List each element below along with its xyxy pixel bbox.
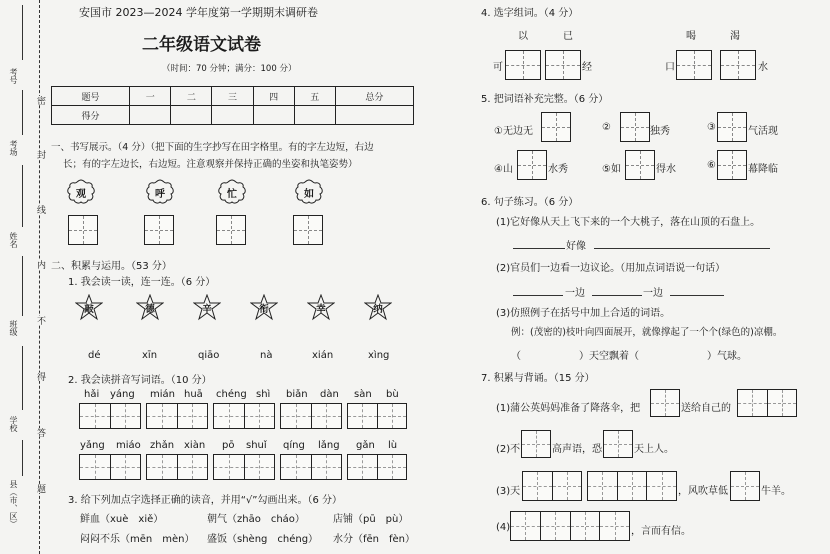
pinyin-option[interactable]: xīn <box>142 350 158 361</box>
seal-char: 答 <box>35 428 45 437</box>
q7-text: (1)蒲公英妈妈准备了降落伞，把 <box>496 403 641 414</box>
answer-line[interactable] <box>592 295 642 296</box>
q2-p1-char: 衔 <box>259 304 269 315</box>
q6-heading: 6. 句子练习。（6 分） <box>481 197 579 208</box>
pinyin-label: pō <box>222 440 235 451</box>
writing-grid-box[interactable] <box>216 215 246 245</box>
pinyin-option[interactable]: dé <box>88 350 101 361</box>
q6-fill-word: 好像 <box>566 241 586 252</box>
q6-sentence: (2)官员们一边看一边议论。（用加点词语说一句话） <box>496 263 726 274</box>
q5-item-text: ③ <box>707 122 716 133</box>
q7-text: 牛羊。 <box>761 486 791 497</box>
q4-word-part: 可 <box>493 62 503 73</box>
score-header: 题号 <box>52 87 130 106</box>
pinyin-option[interactable]: xìng <box>368 350 390 361</box>
score-cell[interactable] <box>253 106 294 125</box>
score-cell[interactable] <box>335 106 413 125</box>
answer-line[interactable] <box>513 248 565 249</box>
pronunciation-choice[interactable]: 盛饭（shèng chéng） <box>207 534 319 545</box>
seal-char: 内 <box>35 260 45 269</box>
pinyin-label: yǎng <box>80 440 105 451</box>
score-header: 一 <box>130 87 171 106</box>
score-table <box>51 86 414 125</box>
seal-char: 得 <box>35 372 45 381</box>
seal-line <box>39 0 40 554</box>
writing-grid-box[interactable] <box>293 215 323 245</box>
exam-header-line: 安国市 2023—2024 学年度第一学期期末调研卷 <box>79 6 318 19</box>
q7-answer-box[interactable] <box>730 471 760 501</box>
q2-p1-char: 纳 <box>373 304 383 315</box>
q6-sentence: (1)它好像从天上飞下来的一个大桃子，落在山顶的石盘上。 <box>496 217 761 228</box>
q4-heading: 4. 选字组词。（4 分） <box>481 8 579 19</box>
score-cell[interactable] <box>212 106 253 125</box>
pinyin-label: bù <box>386 389 399 400</box>
q5-heading: 5. 把词语补充完整。（6 分） <box>481 94 609 105</box>
pinyin-label: miáo <box>116 440 141 451</box>
q7-answer-box[interactable] <box>603 430 633 458</box>
q2-p1-char: 德 <box>145 304 155 315</box>
q5-answer-box[interactable] <box>620 112 650 142</box>
answer-line[interactable] <box>670 295 724 296</box>
score-header: 总分 <box>335 87 413 106</box>
word-writing-box[interactable] <box>347 403 407 429</box>
margin-rule <box>22 5 23 60</box>
label-county: 县（市、区） <box>9 480 18 528</box>
word-writing-box[interactable] <box>146 454 208 480</box>
score-header: 三 <box>212 87 253 106</box>
score-row-label: 得分 <box>52 106 130 125</box>
pronunciation-choice[interactable]: 闷闷不乐（mēn mèn） <box>80 534 195 545</box>
q5-item-text: 独秀 <box>650 126 670 137</box>
q7-heading: 7. 积累与背诵。（15 分） <box>481 373 595 384</box>
q7-text: ，言而有信。 <box>631 526 691 537</box>
q1-instructions-line2: 长；有的字左边长，右边短。注意观察并保持正确的坐姿和执笔姿势） <box>63 159 358 170</box>
pinyin-label: zhǎn <box>150 440 175 451</box>
q4-option: 渴 <box>730 31 740 42</box>
word-writing-box[interactable] <box>213 403 275 429</box>
label-exam-number: 考号 <box>9 68 18 84</box>
q4-word-part: 水 <box>758 62 768 73</box>
word-writing-box[interactable] <box>347 454 407 480</box>
q7-text: (3)天 <box>496 486 521 497</box>
q6-sentence: (3)仿照例子在括号中加上合适的词语。 <box>496 308 671 319</box>
margin-rule <box>22 256 23 316</box>
q4-answer-box[interactable] <box>545 50 581 80</box>
q7-text: 天上人。 <box>634 444 674 455</box>
pinyin-label: shuǐ <box>246 440 267 451</box>
word-writing-box[interactable] <box>79 403 141 429</box>
q4-option: 以 <box>518 31 528 42</box>
q5-answer-box[interactable] <box>717 112 747 142</box>
label-exam-room: 考场 <box>9 140 18 156</box>
q7-text: (4) <box>496 522 511 533</box>
q1-char: 观 <box>76 189 86 200</box>
pronunciation-choice[interactable]: 朝气（zhāo cháo） <box>207 514 305 525</box>
label-school: 学校 <box>9 416 18 432</box>
word-writing-box[interactable] <box>280 403 342 429</box>
word-writing-box[interactable] <box>146 403 208 429</box>
q7-text: 高声语，恐 <box>552 444 602 455</box>
q6-fill-word: 一边 <box>643 288 663 299</box>
q2-part1-heading: 1. 我会读一读，连一连。（6 分） <box>68 277 216 288</box>
pinyin-label: lù <box>388 440 398 451</box>
q5-item-text: ⑤如 <box>602 164 621 175</box>
score-header: 五 <box>294 87 335 106</box>
q5-item-text: 幕降临 <box>748 164 778 175</box>
q7-text: ，风吹草低 <box>678 486 728 497</box>
q6-example: 例：(茂密的)枝叶向四面展开，就像撑起了一个个(绿色的)凉棚。 <box>511 327 783 338</box>
pinyin-label: hǎi <box>84 389 100 400</box>
pinyin-option[interactable]: qiāo <box>198 350 220 361</box>
q2-p1-char: 辛 <box>202 304 212 315</box>
q4-answer-box[interactable] <box>676 50 712 80</box>
pinyin-label: dàn <box>320 389 339 400</box>
q1-char: 呼 <box>155 189 165 200</box>
pinyin-option[interactable]: nà <box>260 350 273 361</box>
pronunciation-choice[interactable]: 鲜血（xuè xiě） <box>80 514 164 525</box>
margin-rule <box>22 440 23 476</box>
pinyin-label: sàn <box>354 389 372 400</box>
q4-answer-box[interactable] <box>720 50 756 80</box>
pinyin-label: shì <box>256 389 271 400</box>
q7-answer-box[interactable] <box>587 471 677 501</box>
seal-char: 题 <box>35 484 45 493</box>
margin-rule <box>22 346 23 410</box>
seal-char: 不 <box>35 316 45 325</box>
label-name: 姓名 <box>9 232 18 248</box>
label-class: 班级 <box>9 320 18 336</box>
score-header: 二 <box>171 87 212 106</box>
q5-item-text: ④山 <box>494 164 513 175</box>
q5-answer-box[interactable] <box>625 150 655 180</box>
q5-answer-box[interactable] <box>717 150 747 180</box>
word-writing-box[interactable] <box>213 454 275 480</box>
margin-rule <box>22 165 23 227</box>
q7-text: (2)不 <box>496 444 521 455</box>
q5-answer-box[interactable] <box>541 112 571 142</box>
q7-answer-box[interactable] <box>522 471 582 501</box>
q7-answer-box[interactable] <box>521 430 551 458</box>
q4-option: 已 <box>563 31 573 42</box>
q5-item-text: ①无边无 <box>494 126 533 137</box>
q2-part2-heading: 2. 我会读拼音写词语。（10 分） <box>68 375 212 386</box>
q1-char: 忙 <box>227 189 237 200</box>
q1-char: 如 <box>304 189 314 200</box>
q6-fill-word: 一边 <box>565 288 585 299</box>
answer-line[interactable] <box>594 248 770 249</box>
q5-item-text: ② <box>602 122 611 133</box>
q5-item-text: 气活现 <box>748 126 778 137</box>
q4-word-part: 口 <box>665 62 675 73</box>
pronunciation-choice[interactable]: 店铺（pū pù） <box>333 514 409 525</box>
pronunciation-choice[interactable]: 水分（fēn fèn） <box>333 534 416 545</box>
pinyin-label: xiàn <box>184 440 206 451</box>
pinyin-label: lǎng <box>318 440 340 451</box>
q6-fill-word: ）气球。 <box>707 351 747 362</box>
q5-item-text: ⑥ <box>707 160 716 171</box>
pinyin-label: biǎn <box>286 389 308 400</box>
q7-text: 送给自己的 <box>681 403 731 414</box>
pinyin-label: chéng <box>216 389 247 400</box>
answer-line[interactable] <box>513 295 563 296</box>
q4-answer-box[interactable] <box>505 50 541 80</box>
margin-rule <box>22 90 23 135</box>
q5-item-text: 得水 <box>656 164 676 175</box>
q5-answer-box[interactable] <box>517 150 547 180</box>
pinyin-label: mián <box>150 389 175 400</box>
writing-grid-box[interactable] <box>68 215 98 245</box>
q2-p1-char: 敲 <box>84 304 94 315</box>
q6-fill-word: ）天空飘着（ <box>579 351 639 362</box>
page-title: 二年级语文试卷 <box>142 35 261 55</box>
q7-answer-box[interactable] <box>650 389 680 417</box>
q4-option: 喝 <box>686 31 696 42</box>
pinyin-label: huā <box>184 389 203 400</box>
writing-grid-box[interactable] <box>144 215 174 245</box>
pinyin-option[interactable]: xián <box>312 350 334 361</box>
score-header: 四 <box>253 87 294 106</box>
pinyin-label: yáng <box>110 389 135 400</box>
score-cell[interactable] <box>294 106 335 125</box>
score-cell[interactable] <box>130 106 171 125</box>
score-cell[interactable] <box>171 106 212 125</box>
seal-char: 封 <box>35 150 45 159</box>
q1-instructions-line1: 一、书写展示。（4 分）（把下面的生字抄写在田字格里。有的字左边短，右边 <box>51 142 374 153</box>
exam-subtitle: （时间：70 分钟；满分：100 分） <box>162 64 297 74</box>
q2-p1-char: 幸 <box>316 304 326 315</box>
q7-answer-box[interactable] <box>510 511 630 541</box>
pinyin-label: gǎn <box>356 440 375 451</box>
q6-fill-word: （ <box>511 351 521 362</box>
q4-word-part: 经 <box>582 62 592 73</box>
word-writing-box[interactable] <box>280 454 342 480</box>
q5-item-text: 水秀 <box>548 164 568 175</box>
section-heading: 二、积累与运用。（53 分） <box>51 261 172 272</box>
word-writing-box[interactable] <box>79 454 141 480</box>
seal-char: 线 <box>35 205 45 214</box>
q2-part3-heading: 3. 给下列加点字选择正确的读音，并用“√”勾画出来。（6 分） <box>68 495 342 506</box>
q7-answer-box[interactable] <box>737 389 797 417</box>
pinyin-label: qíng <box>283 440 305 451</box>
seal-char: 密 <box>35 96 45 105</box>
